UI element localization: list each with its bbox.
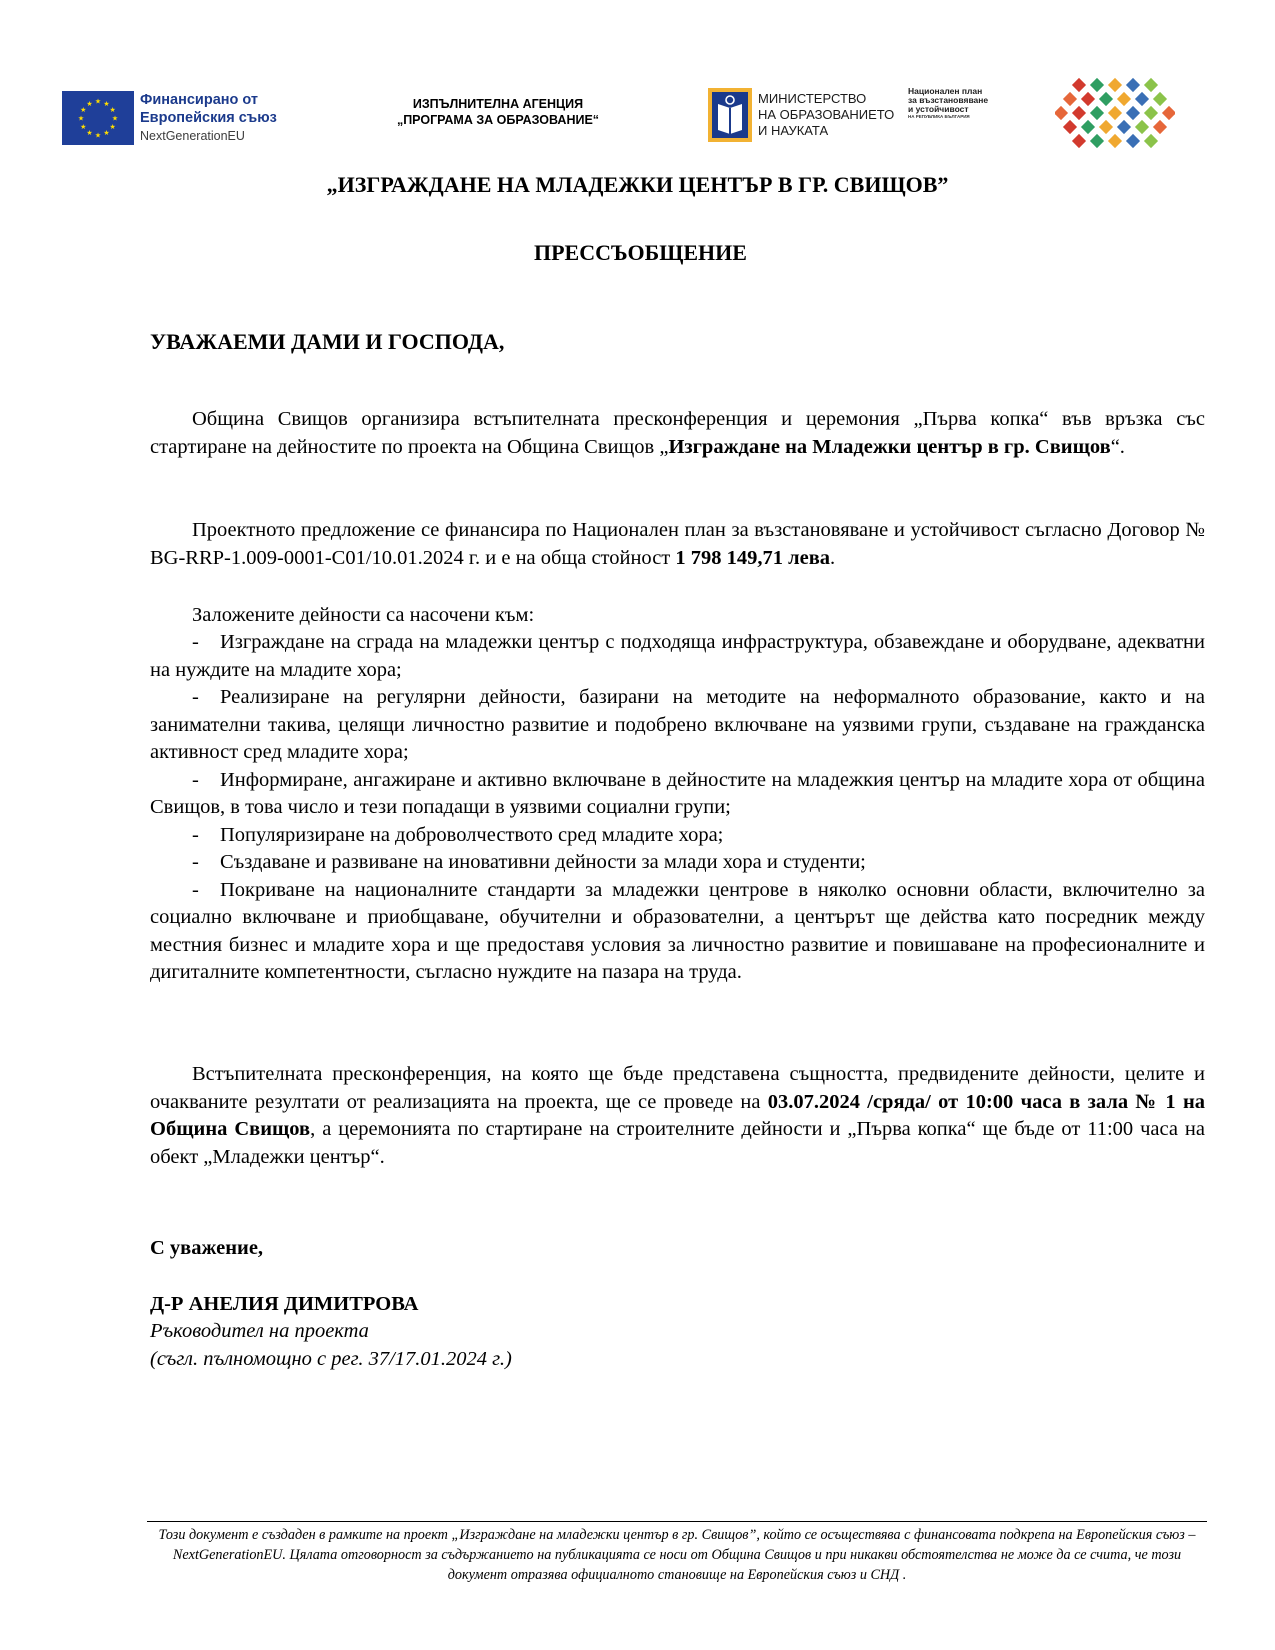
eu-star-icon: ★: [80, 106, 87, 114]
project-name-bold: Изграждане на Младежки център в гр. Свищов: [668, 435, 1111, 458]
mosaic-tile: [1081, 92, 1095, 106]
list-item-text: Реализиране на регулярни дейности, базирани на методите на неформалното образование, както и на занимателни такива, целящи личностно развитие и подобрено включване на уязвими групи, създаване на гражданска активност сред младите хора;: [150, 686, 1205, 763]
ministry-logo: [708, 88, 894, 142]
npvu-line4: НА РЕПУБЛИКА БЪЛГАРИЯ: [908, 114, 970, 119]
eu-logo-line1: Финансирано от: [140, 92, 259, 108]
eu-funding-logo: [62, 91, 277, 145]
mosaic-tile: [1117, 120, 1131, 134]
agency-line2: „ПРОГРАМА ЗА ОБРАЗОВАНИЕ“: [396, 113, 600, 127]
mosaic-tile: [1153, 120, 1167, 134]
footer-divider: [147, 1521, 1207, 1522]
list-item: [150, 684, 1205, 767]
press-release-heading: ПРЕССЪОБЩЕНИЕ: [534, 240, 747, 265]
eu-flag-icon: [62, 91, 134, 145]
mosaic-tile: [1108, 78, 1122, 92]
eu-star-icon: ★: [80, 123, 87, 131]
paragraph-3: [150, 1061, 1205, 1171]
list-dash: -: [192, 686, 199, 708]
signature-block: [150, 1235, 512, 1373]
mosaic-tile: [1135, 120, 1149, 134]
eu-logo-text: [140, 91, 277, 145]
paragraph-3-text: Встъпителната пресконференция, на която ще бъде представена същността, предвидените дейности, целите и очакваните резултати от реализацията на проекта, ще се проведе на: [150, 1063, 1205, 1113]
recovery-plan-logo: [908, 87, 988, 120]
paragraph-2-text: Проектното предложение се финансира по Национален план за възстановяване и устойчивост съгласно Договор № BG-RRP-1.009-0001-C01/10.01.2024 г. и е на обща стойност: [150, 519, 1205, 569]
list-dash: -: [192, 878, 199, 901]
list-item: [150, 822, 1205, 850]
paragraph-2-end: .: [830, 546, 836, 569]
agency-line1: ИЗПЪЛНИТЕЛНА АГЕНЦИЯ: [412, 97, 584, 111]
agency-name: [376, 96, 620, 128]
eu-logo-line2: Европейския съюз: [140, 110, 277, 126]
list-item-text: Покриване на националните стандарти за младежки центрове в няколко основни области, включително за социално включване и приобщаване, обучителни и образователни, а центърът ще действа като посредник между местния бизнес и младите хора и ще предоставя условия за личностно развитие и повишаване на професионалните и дигиталните компетентности, съгласно нуждите на пазара на труда.: [150, 878, 1205, 983]
mosaic-tile: [1144, 78, 1158, 92]
document-title: „ИЗГРАЖДАНЕ НА МЛАДЕЖКИ ЦЕНТЪР В ГР. СВИЩОВ”: [326, 172, 949, 197]
ministry-line2: НА ОБРАЗОВАНИЕТО: [758, 107, 895, 122]
eu-star-icon: ★: [94, 131, 102, 140]
eu-star-icon: ★: [77, 114, 85, 123]
mosaic-tile: [1126, 134, 1140, 148]
signer-note: (съгл. пълномощно с рег. 37/17.01.2024 г.): [150, 1347, 512, 1370]
list-dash: -: [192, 768, 199, 791]
paragraph-1: [150, 406, 1205, 461]
list-dash: -: [192, 823, 199, 846]
mosaic-tile: [1072, 134, 1086, 148]
eu-star-icon: ★: [109, 123, 116, 131]
mosaic-tile: [1153, 92, 1167, 106]
greeting: УВАЖАЕМИ ДАМИ И ГОСПОДА,: [150, 329, 505, 354]
event-datetime-bold: 03.07.2024 /сряда/ от 10:00 часа в зала № 1 на Община Свищов: [150, 1090, 1206, 1140]
mosaic-tile: [1117, 92, 1131, 106]
eu-star-icon: ★: [103, 129, 110, 138]
ministry-line3: И НАУКАТА: [758, 123, 829, 138]
paragraph-2: [150, 517, 1205, 572]
mosaic-tile: [1108, 134, 1122, 148]
mosaic-tile: [1072, 78, 1086, 92]
list-item: [150, 629, 1205, 684]
list-item-text: Популяризиране на доброволчеството сред младите хора;: [220, 823, 724, 846]
eu-logo-line3: NextGenerationEU: [140, 129, 245, 143]
list-item-text: Информиране, ангажиране и активно включване в дейностите на младежкия център на младите хора от община Свищов, в това число и тези попадащи в уязвими социални групи;: [150, 768, 1205, 818]
mosaic-tile: [1162, 106, 1175, 120]
mosaic-tile: [1055, 106, 1068, 120]
mosaic-tile: [1090, 134, 1104, 148]
list-item: [150, 877, 1205, 987]
eu-star-icon: ★: [86, 99, 93, 108]
paragraph-1-text: Община Свищов организира встъпителната пресконференция и церемония „Първа копка“ във връзка със стартиране на дейностите по проекта на Община Свищов „: [150, 408, 1205, 458]
paragraph-1-end: “.: [1110, 435, 1125, 458]
mosaic-tile: [1090, 106, 1104, 120]
ministry-book-icon: [708, 88, 752, 142]
list-item-text: Създаване и развиване на иновативни дейности за млади хора и студенти;: [220, 851, 866, 873]
list-item: [150, 849, 1205, 877]
eu-star-icon: ★: [94, 97, 102, 106]
mosaic-tile: [1144, 134, 1158, 148]
list-item-text: Изграждане на сграда на младежки център с подходяща инфраструктура, обзавеждане и оборудване, адекватни на нуждите на младите хора;: [150, 631, 1205, 681]
mosaic-tile: [1099, 92, 1113, 106]
mosaic-tile: [1063, 92, 1077, 106]
list-dash: -: [192, 851, 199, 873]
activities-list: [150, 629, 1205, 987]
npvu-line2: за възстановяване: [908, 95, 989, 105]
mosaic-pattern-icon: [1055, 73, 1175, 153]
mosaic-tile: [1090, 78, 1104, 92]
signer-role: Ръководител на проекта: [150, 1320, 369, 1342]
mosaic-tile: [1099, 120, 1113, 134]
mosaic-tile: [1126, 106, 1140, 120]
mosaic-tile: [1063, 120, 1077, 134]
mosaic-tile: [1108, 106, 1122, 120]
list-item: [150, 767, 1205, 822]
closing-salutation: С уважение,: [150, 1237, 264, 1259]
eu-star-icon: ★: [86, 129, 93, 138]
activities-intro: [150, 602, 1205, 630]
activities-intro-text: Заложените дейности са насочени към:: [192, 604, 535, 626]
eu-star-icon: ★: [103, 99, 110, 108]
signer-name: Д-Р АНЕЛИЯ ДИМИТРОВА: [150, 1292, 419, 1315]
list-dash: -: [192, 631, 199, 653]
npvu-line3: и устойчивост: [908, 104, 969, 114]
mosaic-tile: [1144, 106, 1158, 120]
mosaic-tile: [1081, 120, 1095, 134]
paragraph-3-end: , а церемонията по стартиране на строителните дейности и „Първа копка“ ще бъде от 11:00 часа на обект „Младежки център“.: [150, 1118, 1205, 1168]
eu-star-icon: ★: [109, 106, 116, 114]
ministry-line1: МИНИСТЕРСТВО: [758, 91, 867, 106]
npvu-line1: Национален план: [908, 86, 983, 96]
mosaic-tile: [1126, 78, 1140, 92]
mosaic-tile: [1072, 106, 1086, 120]
eu-star-icon: ★: [111, 114, 119, 123]
footer-disclaimer: Този документ е създаден в рамките на проект „Изграждане на младежки център в гр. Свищов”, който се осъществява с финансовата подкрепа на Европейския съюз – NextGenerationEU. Цялата отговорност за съдържанието на публикацията се носи от Община Свищов и при никакви обстоятелства не може да се счита, че този документ отразява официалното становище на Европейския съюз и СНД .: [158, 1527, 1196, 1583]
project-value-bold: 1 798 149,71 лева: [675, 546, 831, 569]
mosaic-tile: [1135, 92, 1149, 106]
ministry-logo-text: [758, 91, 894, 139]
